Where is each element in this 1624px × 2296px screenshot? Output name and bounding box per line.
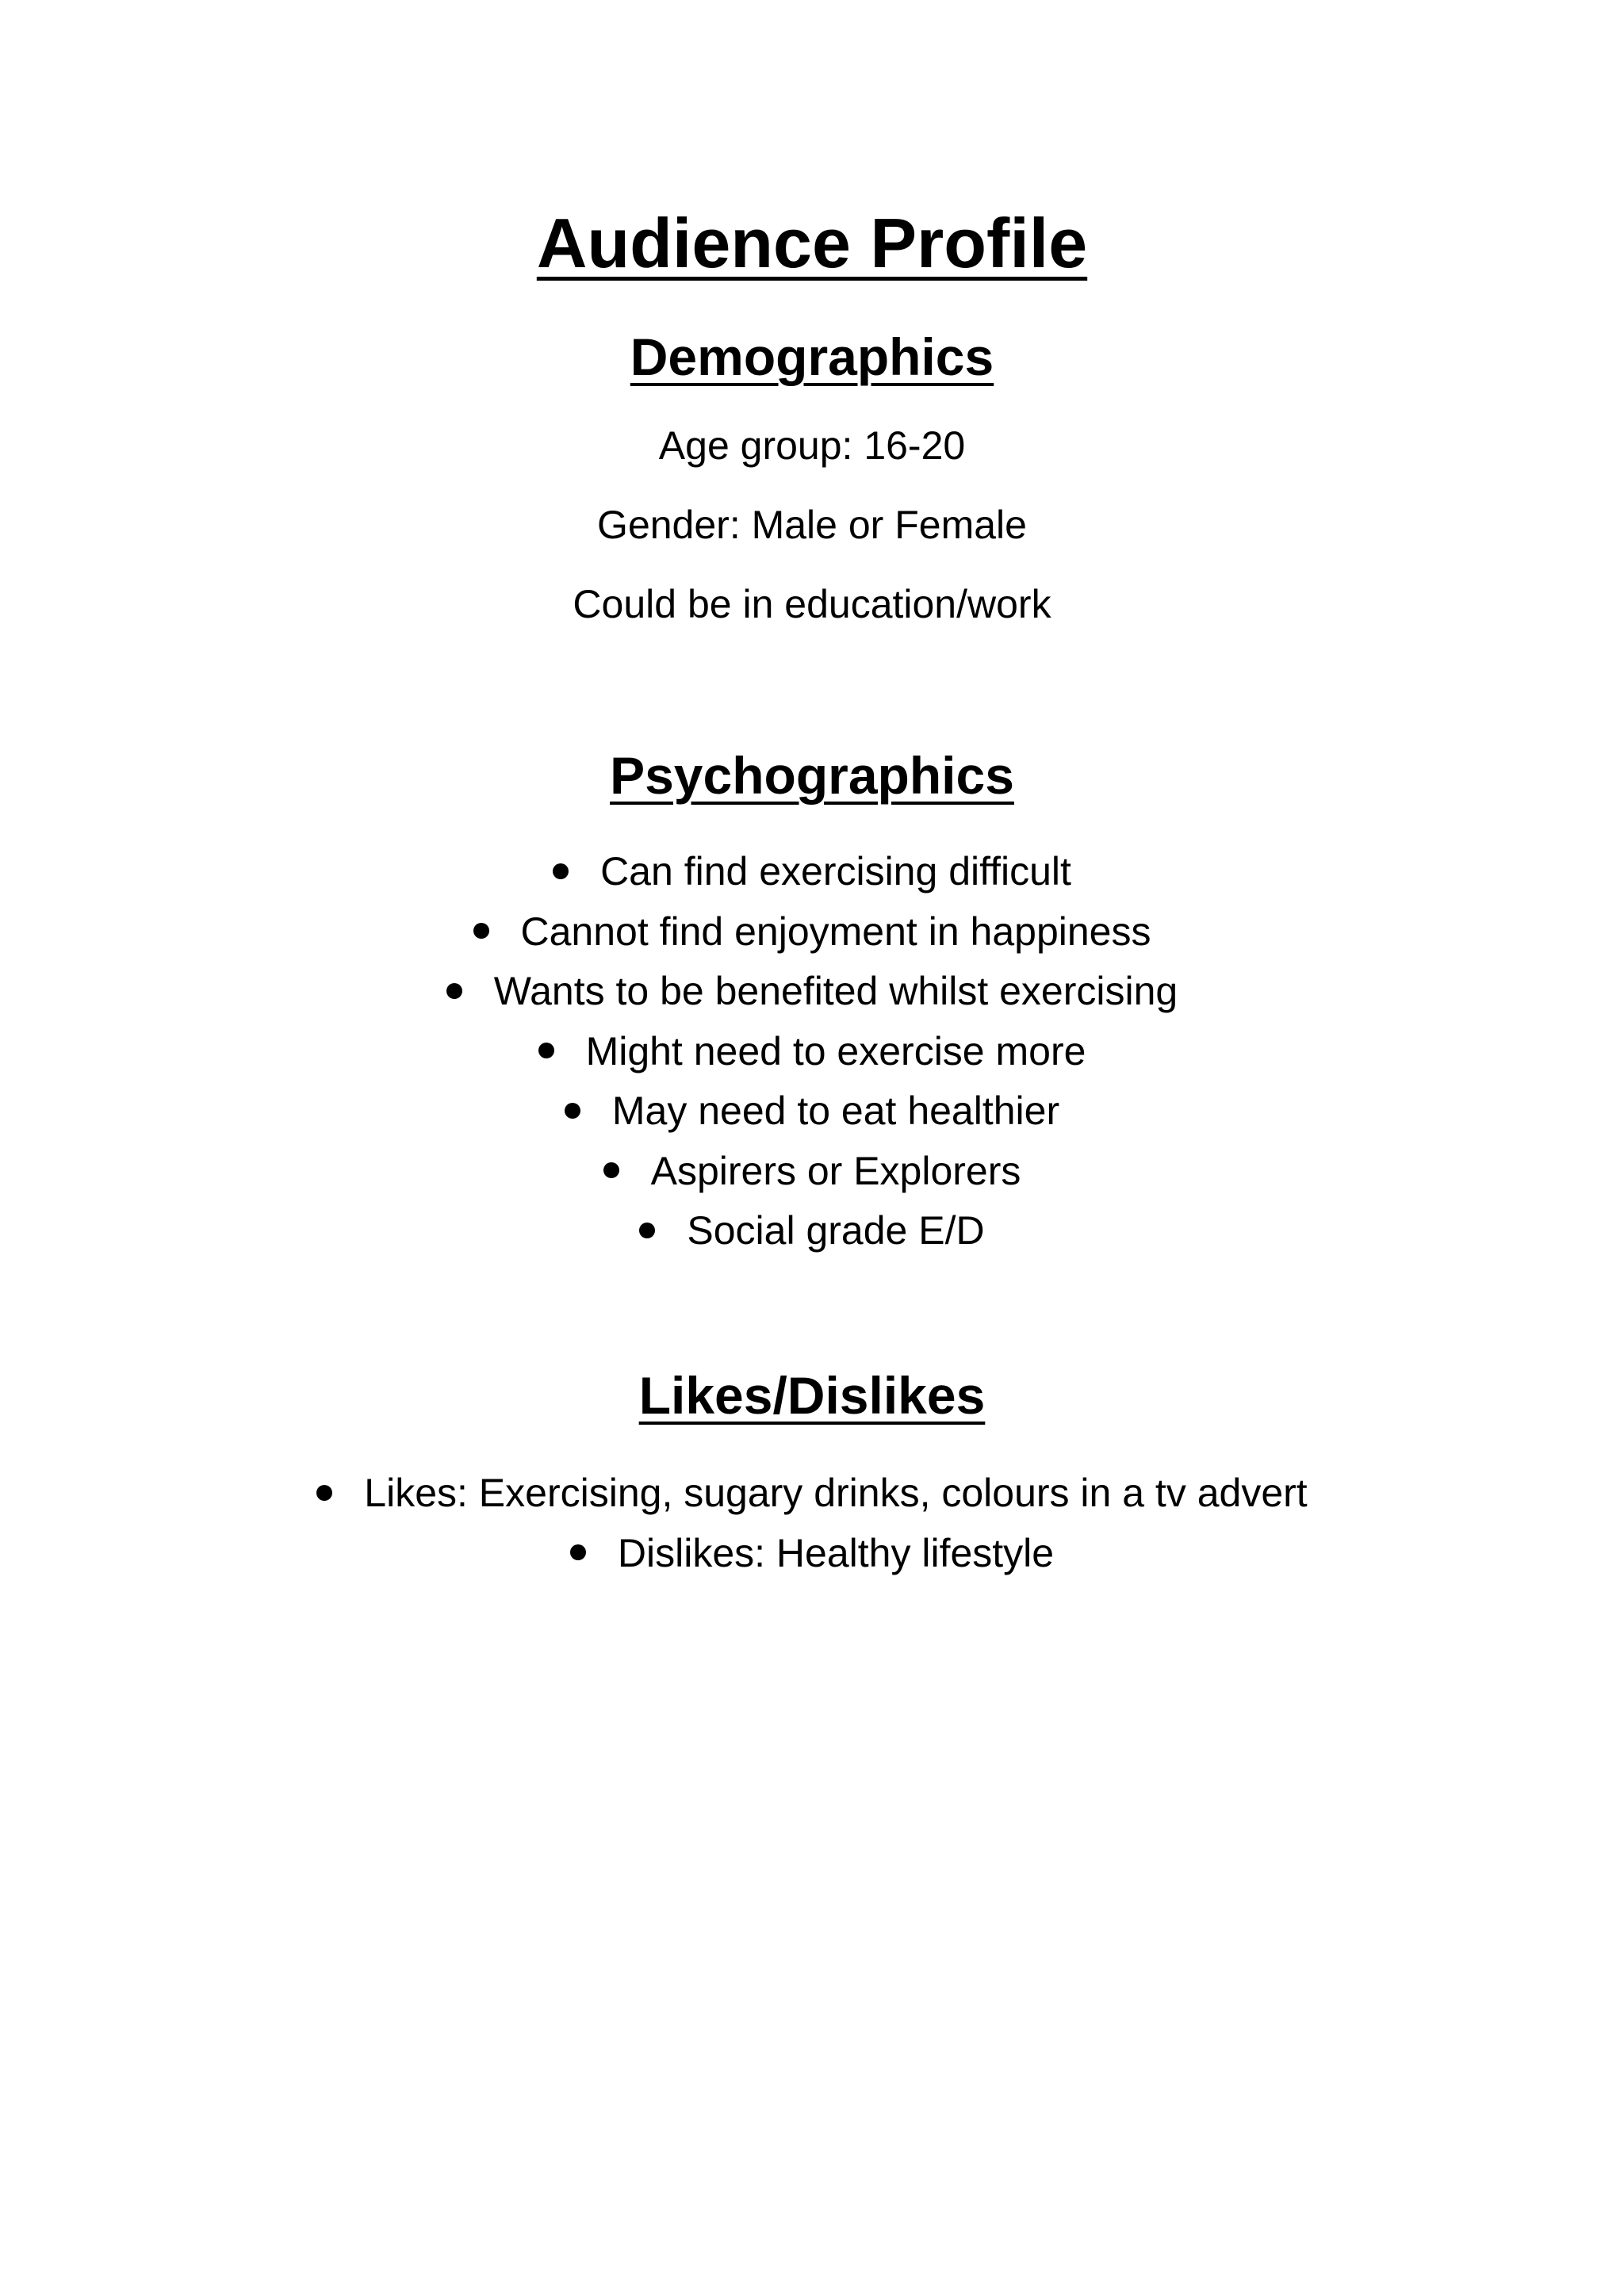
list-item-text: Likes: Exercising, sugary drinks, colours in a tv advert <box>364 1471 1308 1515</box>
list-item-text: Social grade E/D <box>687 1208 985 1253</box>
bullet-dot-icon <box>538 1043 554 1058</box>
list-item <box>0 1524 1624 1584</box>
likes-dislikes-heading: Likes/Dislikes <box>638 1366 986 1425</box>
psychographics-heading: Psychographics <box>610 746 1014 805</box>
list-item-text: Aspirers or Explorers <box>650 1148 1021 1193</box>
bullet-dot-icon <box>316 1485 332 1501</box>
list-item <box>0 1081 1624 1142</box>
list-item <box>0 1022 1624 1082</box>
list-item-text: May need to eat healthier <box>611 1089 1060 1133</box>
bullet-dot-icon <box>565 1103 580 1119</box>
list-item <box>0 1201 1624 1261</box>
bullet-dot-icon <box>639 1223 655 1238</box>
bullet-dot-icon <box>473 923 489 939</box>
list-item <box>0 1142 1624 1202</box>
likes-dislikes-list <box>0 1464 1624 1583</box>
bullet-dot-icon <box>603 1162 619 1178</box>
demographics-age-group: Age group: 16-20 <box>658 423 966 468</box>
list-item <box>0 842 1624 902</box>
bullet-dot-icon <box>570 1544 586 1560</box>
demographics-heading: Demographics <box>630 327 994 386</box>
demographics-gender: Gender: Male or Female <box>597 503 1027 547</box>
list-item-text: Wants to be benefited whilst exercising <box>493 969 1178 1013</box>
list-item <box>0 902 1624 962</box>
demographics-occupation: Could be in education/work <box>573 582 1051 626</box>
list-item-text: Might need to exercise more <box>585 1028 1086 1073</box>
list-item <box>0 1464 1624 1524</box>
list-item-text: Can find exercising difficult <box>600 849 1071 894</box>
bullet-dot-icon <box>553 863 569 879</box>
list-item <box>0 962 1624 1022</box>
page-title: Audience Profile <box>536 204 1088 282</box>
list-item-text: Cannot find enjoyment in happiness <box>520 909 1151 954</box>
list-item-text: Dislikes: Healthy lifestyle <box>617 1530 1055 1575</box>
psychographics-list <box>0 842 1624 1261</box>
bullet-dot-icon <box>446 983 462 999</box>
